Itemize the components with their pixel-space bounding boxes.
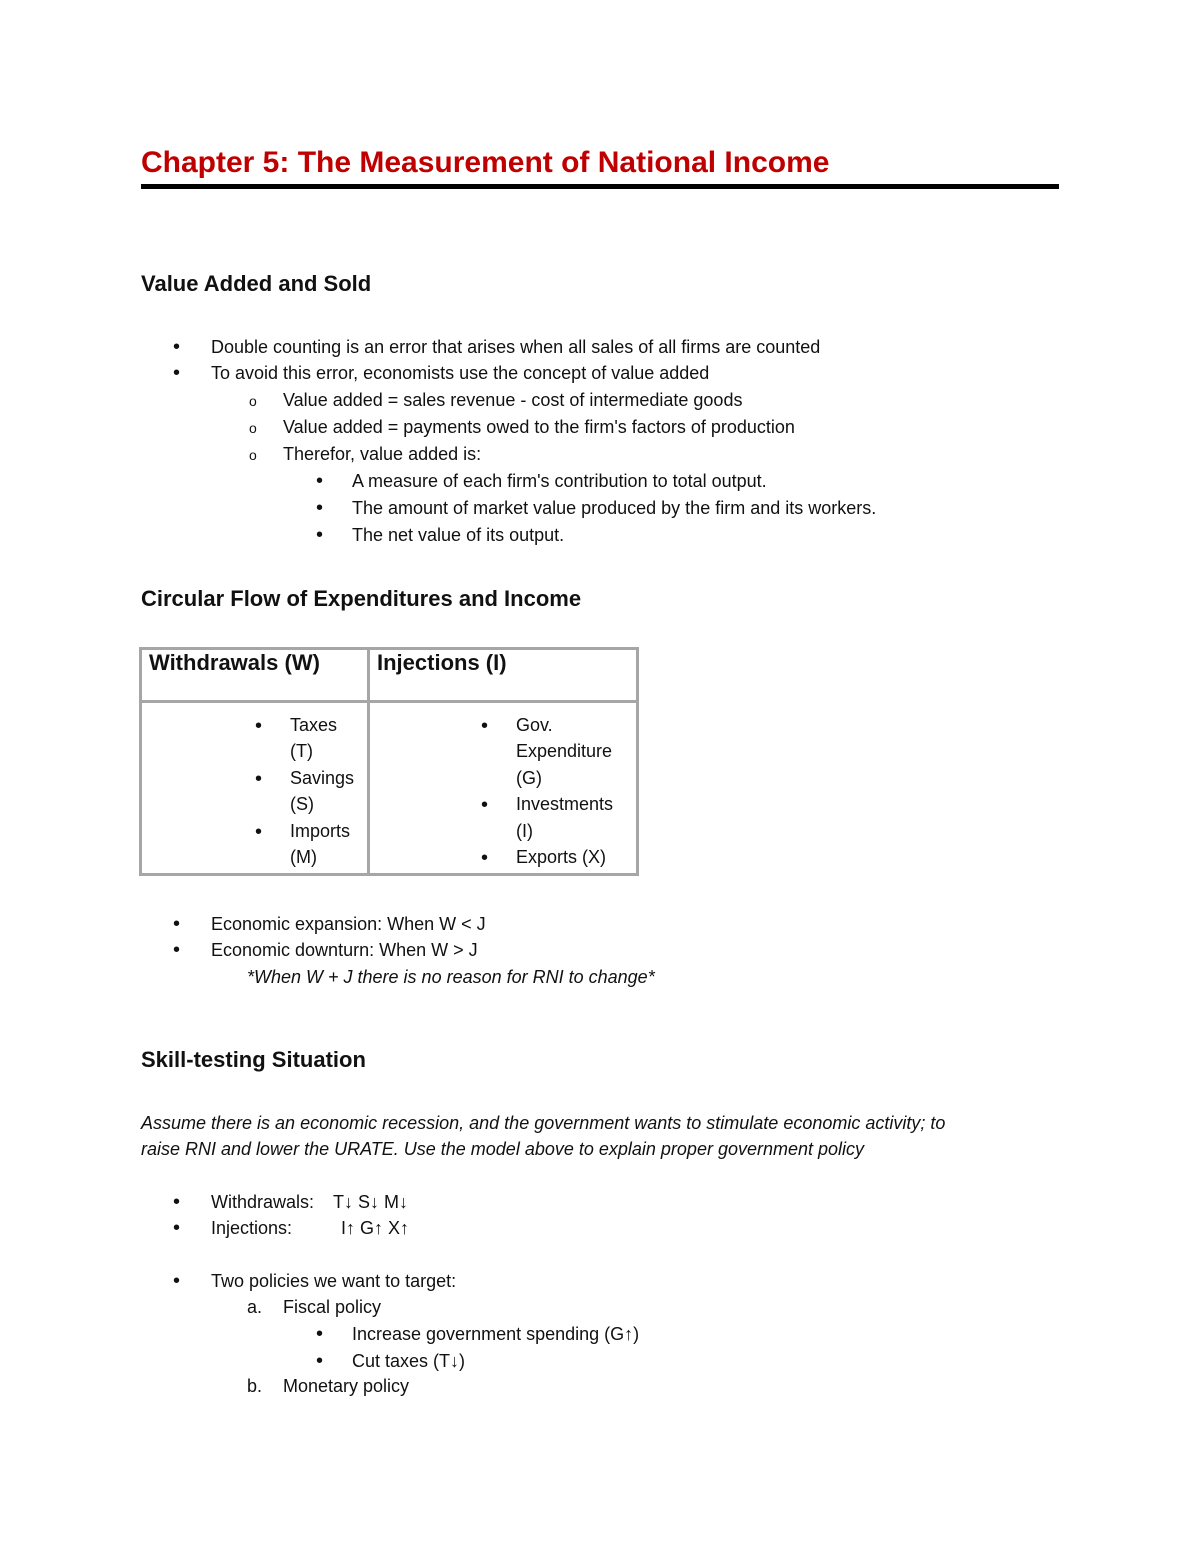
page-title: Chapter 5: The Measurement of National Income	[141, 146, 830, 179]
list-item: Therefor, value added is:	[283, 444, 482, 464]
injections-values: I↑ G↑ X↑	[341, 1218, 410, 1238]
withdrawals-values: T↓ S↓ M↓	[333, 1192, 408, 1212]
withdrawals-injections-table	[139, 647, 639, 876]
section-heading-circular-flow: Circular Flow of Expenditures and Income	[141, 586, 582, 611]
list-item: Economic downturn: When W > J	[211, 940, 478, 960]
list-item: Economic expansion: When W < J	[211, 914, 486, 934]
bullet-icon: •	[316, 524, 324, 546]
injections-cell	[369, 702, 638, 875]
list-item: (M)	[290, 847, 317, 867]
bullet-icon: •	[173, 1270, 181, 1292]
bullet-icon: •	[255, 715, 263, 737]
bullet-icon: •	[481, 847, 489, 869]
list-item: The amount of market value produced by the firm and its workers.	[352, 498, 877, 518]
withdrawals-label: Withdrawals:	[211, 1192, 315, 1212]
list-item: Double counting is an error that arises when all sales of all firms are counted	[211, 337, 821, 357]
bullet-icon: •	[255, 768, 263, 790]
bullet-icon: •	[481, 715, 489, 737]
list-item: To avoid this error, economists use the concept of value added	[211, 363, 710, 383]
list-item: Expenditure	[516, 741, 613, 761]
prompt-text-line-2: raise RNI and lower the URATE. Use the model above to explain proper government policy	[141, 1139, 865, 1159]
table-header-injections: Injections (I)	[369, 649, 638, 702]
list-item: Savings	[290, 768, 355, 788]
bullet-icon: •	[316, 1350, 324, 1372]
list-item: Value added = sales revenue - cost of intermediate goods	[283, 390, 743, 410]
bullet-icon: •	[316, 470, 324, 492]
list-item: A measure of each firm's contribution to total output.	[352, 471, 767, 491]
bullet-icon: •	[481, 794, 489, 816]
list-item: (I)	[516, 821, 533, 841]
bullet-icon: •	[173, 1217, 181, 1239]
bullet-icon: •	[316, 497, 324, 519]
list-item: Taxes	[290, 715, 338, 735]
list-item: Increase government spending (G↑)	[352, 1324, 640, 1344]
list-item: (G)	[516, 768, 542, 788]
list-item: The net value of its output.	[352, 525, 565, 545]
table-header-withdrawals: Withdrawals (W)	[141, 649, 369, 702]
circle-bullet-icon: o	[249, 447, 257, 463]
list-item: Imports	[290, 821, 351, 841]
list-item: Investments	[516, 794, 614, 814]
section-heading-skill-testing: Skill-testing Situation	[141, 1047, 366, 1072]
list-marker-b: b.	[247, 1376, 263, 1396]
title-underline	[141, 184, 1059, 189]
circle-bullet-icon: o	[249, 393, 257, 409]
bullet-icon: •	[173, 1191, 181, 1213]
bullet-icon: •	[316, 1323, 324, 1345]
list-item: Fiscal policy	[283, 1297, 382, 1317]
list-item: Value added = payments owed to the firm's factors of production	[283, 417, 795, 437]
list-marker-a: a.	[247, 1297, 263, 1317]
prompt-text-line-1: Assume there is an economic recession, and the government wants to stimulate economic activity; to	[141, 1113, 946, 1133]
note-text: *When W + J there is no reason for RNI to change*	[247, 967, 655, 987]
list-item: (S)	[290, 794, 314, 814]
bullet-icon: •	[173, 939, 181, 961]
bullet-icon: •	[173, 362, 181, 384]
list-item: (T)	[290, 741, 313, 761]
bullet-icon: •	[173, 913, 181, 935]
section-heading-value-added: Value Added and Sold	[141, 271, 372, 296]
list-item: Gov.	[516, 715, 553, 735]
list-item: Cut taxes (T↓)	[352, 1351, 466, 1371]
injections-label: Injections:	[211, 1218, 293, 1238]
withdrawals-cell	[141, 702, 369, 875]
bullet-icon: •	[173, 336, 181, 358]
list-item: Two policies we want to target:	[211, 1271, 457, 1291]
list-item: Exports (X)	[516, 847, 607, 867]
bullet-icon: •	[255, 821, 263, 843]
circle-bullet-icon: o	[249, 420, 257, 436]
list-item: Monetary policy	[283, 1376, 410, 1396]
